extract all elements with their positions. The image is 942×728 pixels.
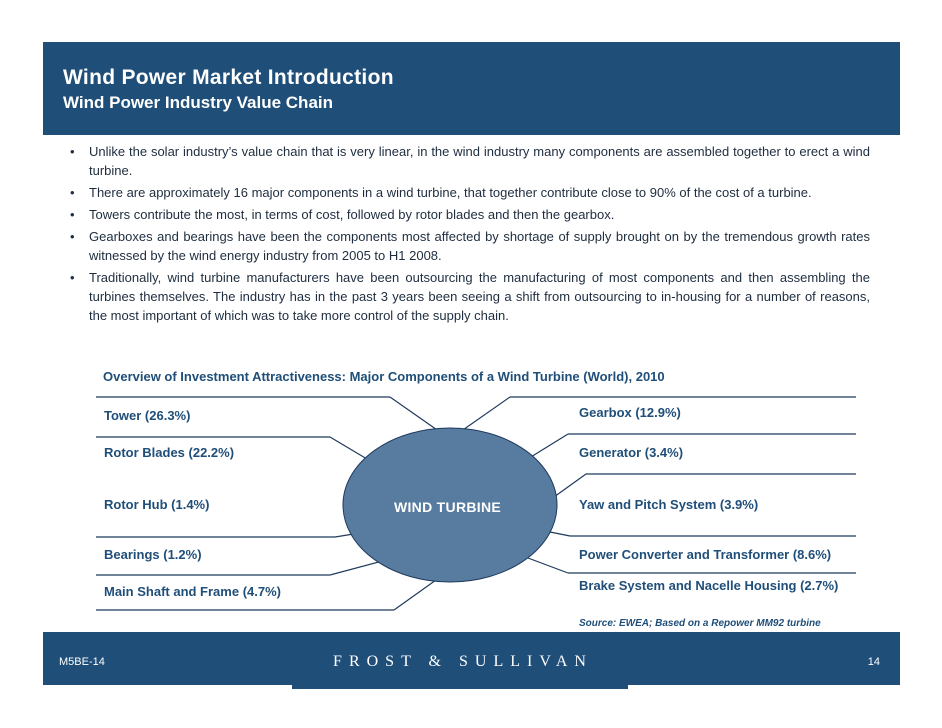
slide-subtitle: Wind Power Industry Value Chain <box>63 93 333 112</box>
connector-line <box>390 397 440 432</box>
footer-bar <box>43 632 900 685</box>
component-label-brake-system: Brake System and Nacelle Housing (2.7%) <box>579 578 839 593</box>
component-label-rotor-hub: Rotor Hub (1.4%) <box>104 497 210 512</box>
component-label-main-shaft: Main Shaft and Frame (4.7%) <box>104 584 281 599</box>
component-label-rotor-blades: Rotor Blades (22.2%) <box>104 445 235 460</box>
bullet-item: • There are approximately 16 major components in a wind turbine, that together contribute close to 90% of the cost of a turbine. <box>68 183 870 202</box>
document-code: M5BE-14 <box>59 656 105 668</box>
bullet-item: • Traditionally, wind turbine manufacturers have been outsourcing the manufacturing of most components and then assembling the turbines themselves. The industry has in the past 3 years been seeing a shift from outsourcing to in-housing for a number of reasons, the most important of which was to take more control of the supply chain. <box>68 268 870 325</box>
diagram-title: Overview of Investment Attractiveness: Major Components of a Wind Turbine (World), 2010 <box>103 369 665 384</box>
component-label-yaw-pitch: Yaw and Pitch System (3.9%) <box>579 497 759 512</box>
bullet-item: • Gearboxes and bearings have been the components most affected by shortage of supply brought on by the tremendous growth rates witnessed by the wind energy industry from 2005 to H1 2008. <box>68 227 870 265</box>
component-label-power-converter: Power Converter and Transformer (8.6%) <box>579 547 832 562</box>
component-label-generator: Generator (3.4%) <box>579 445 684 460</box>
slide-title: Wind Power Market Introduction <box>63 66 394 89</box>
source-note: Source: EWEA; Based on a Repower MM92 turbine <box>579 618 821 629</box>
bullet-item: • Unlike the solar industry’s value chain that is very linear, in the wind industry many components are assembled together to erect a wind turbine. <box>68 142 870 180</box>
bullet-item: • Towers contribute the most, in terms of cost, followed by rotor blades and then the gearbox. <box>68 205 870 224</box>
component-label-gearbox: Gearbox (12.9%) <box>579 405 681 420</box>
component-label-tower: Tower (26.3%) <box>104 408 191 423</box>
hub-label: WIND TURBINE <box>393 499 502 515</box>
connector-line <box>394 580 436 610</box>
page-number: 14 <box>867 656 880 668</box>
company-logo: FROST & SULLIVAN <box>333 653 593 670</box>
connector-line <box>460 397 510 432</box>
component-label-bearings: Bearings (1.2%) <box>104 547 202 562</box>
footer-strip <box>292 685 628 689</box>
connector-line <box>554 474 586 497</box>
